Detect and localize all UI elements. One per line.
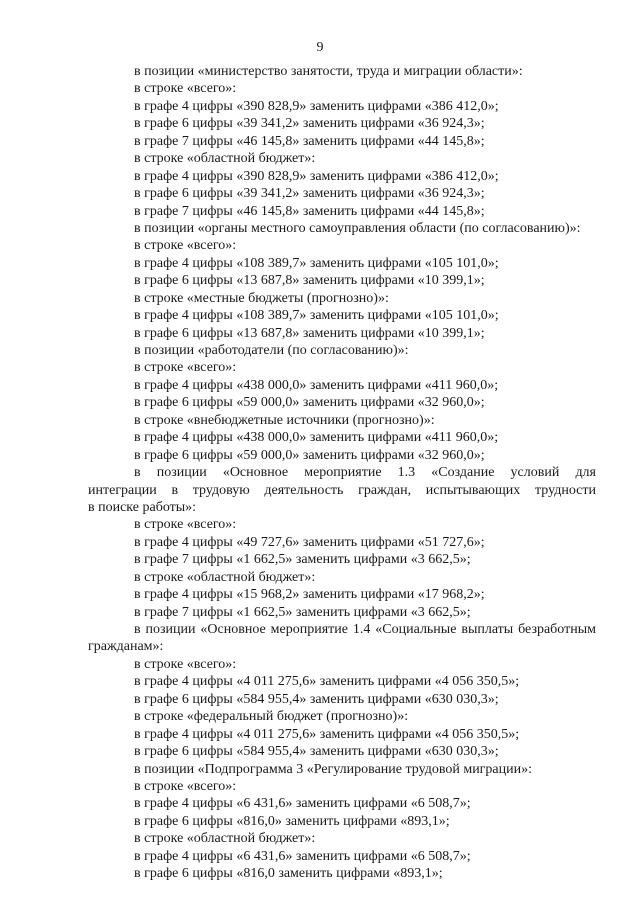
text-line: в строке «всего»:	[134, 656, 237, 672]
text-line: в позиции «министерство занятости, труда и миграции области»:	[134, 64, 523, 79]
text-line: в графе 6 цифры «39 341,2» заменить цифрами «36 924,3»;	[134, 186, 485, 202]
text-line: в графе 6 цифры «816,0 заменить цифрами «893,1»;	[134, 866, 443, 882]
text-line: в графе 4 цифры «390 828,9» заменить цифрами «386 412,0»;	[134, 98, 499, 114]
text-line: в позиции «Подпрограмма 3 «Регулирование трудовой миграции»:	[134, 761, 533, 777]
text-line: в строке «областной бюджет»:	[134, 151, 316, 167]
text-line: в графе 4 цифры «49 727,6» заменить цифрами «51 727,6»;	[134, 534, 485, 550]
text-line: в графе 4 цифры «4 011 275,6» заменить цифрами «4 056 350,5»;	[134, 726, 520, 742]
text-line: в позиции «Основное мероприятие 1.4 «Социальные выплаты безработным	[134, 622, 596, 637]
text-line: в строке «областной бюджет»:	[134, 569, 316, 585]
text-line: в графе 7 цифры «1 662,5» заменить цифрами «3 662,5»;	[134, 552, 471, 568]
text-line: в графе 6 цифры «584 955,4» заменить цифрами «630 030,3»;	[134, 691, 499, 707]
text-line: в графе 6 цифры «584 955,4» заменить цифрами «630 030,3»;	[134, 744, 499, 760]
text-line: в поиске работы»:	[88, 499, 197, 515]
text-line: в графе 7 цифры «46 145,8» заменить цифрами «44 145,8»;	[134, 133, 485, 149]
text-line: в графе 4 цифры «390 828,9» заменить цифрами «386 412,0»;	[134, 168, 499, 184]
text-line: интеграции в трудовую деятельность граждан, испытывающих трудности	[88, 482, 596, 498]
text-line: в строке «всего»:	[134, 360, 237, 376]
text-line: в графе 4 цифры «108 389,7» заменить цифрами «105 101,0»;	[134, 308, 499, 324]
text-line: гражданам»:	[88, 639, 164, 655]
text-line: в графе 6 цифры «816,0» заменить цифрами «893,1»;	[134, 813, 450, 829]
text-line: в графе 7 цифры «46 145,8» заменить цифрами «44 145,8»;	[134, 203, 485, 219]
text-line: в графе 4 цифры «6 431,6» заменить цифрами «6 508,7»;	[134, 796, 471, 812]
text-line: в строке «местные бюджеты (прогнозно)»:	[134, 290, 389, 306]
page-number: 9	[316, 40, 324, 55]
document-body	[88, 63, 596, 883]
text-line: в строке «всего»:	[134, 238, 237, 254]
text-line: в графе 4 цифры «4 011 275,6» заменить цифрами «4 056 350,5»;	[134, 674, 520, 690]
text-line: в графе 6 цифры «13 687,8» заменить цифрами «10 399,1»;	[134, 273, 485, 289]
text-line: в строке «внебюджетные источники (прогнозно)»:	[134, 412, 435, 428]
text-line: в графе 4 цифры «15 968,2» заменить цифрами «17 968,2»;	[134, 587, 485, 603]
text-line: в графе 4 цифры «438 000,0» заменить цифрами «411 960,0»;	[134, 430, 499, 446]
text-line: в строке «всего»:	[134, 81, 237, 97]
text-line: в графе 6 цифры «59 000,0» заменить цифрами «32 960,0»;	[134, 395, 485, 411]
text-line: в строке «федеральный бюджет (прогнозно)»:	[134, 709, 409, 725]
text-line: в графе 4 цифры «438 000,0» заменить цифрами «411 960,0»;	[134, 377, 499, 393]
text-line: в графе 6 цифры «59 000,0» заменить цифрами «32 960,0»;	[134, 447, 485, 463]
text-line: в строке «всего»:	[134, 517, 237, 533]
text-line: в графе 4 цифры «108 389,7» заменить цифрами «105 101,0»;	[134, 255, 499, 271]
text-line: в позиции «органы местного самоуправления области (по согласованию)»:	[134, 220, 581, 236]
text-line: в графе 6 цифры «39 341,2» заменить цифрами «36 924,3»;	[134, 116, 485, 132]
text-line: в графе 6 цифры «13 687,8» заменить цифрами «10 399,1»;	[134, 325, 485, 341]
text-line: в строке «всего»:	[134, 778, 237, 794]
text-line: в позиции «работодатели (по согласованию)»:	[134, 343, 409, 358]
text-line: в позиции «Основное мероприятие 1.3 «Создание условий для	[134, 465, 596, 481]
text-line: в графе 4 цифры «6 431,6» заменить цифрами «6 508,7»;	[134, 848, 471, 864]
text-line: в строке «областной бюджет»:	[134, 831, 316, 847]
text-line: в графе 7 цифры «1 662,5» заменить цифрами «3 662,5»;	[134, 604, 471, 620]
